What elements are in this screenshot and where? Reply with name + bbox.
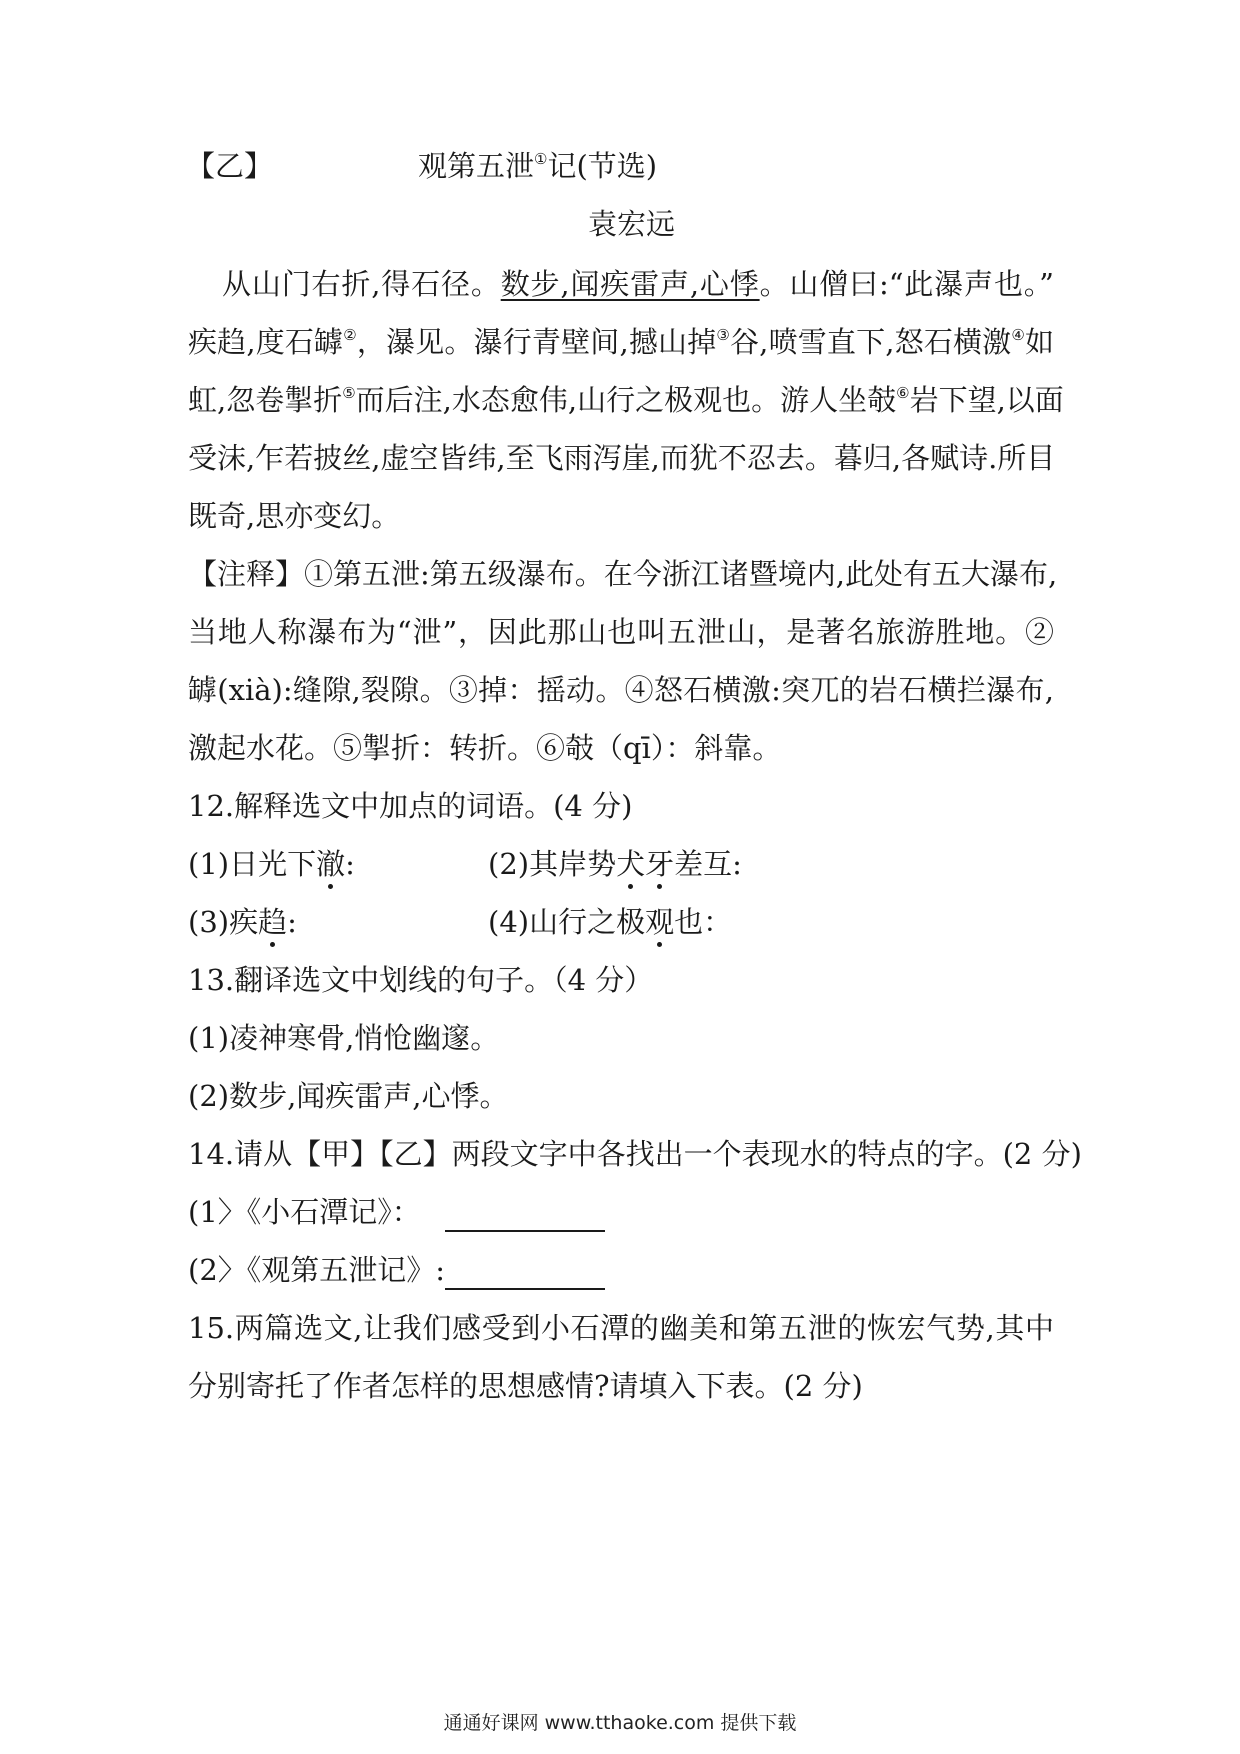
passage-text: 虹,忽卷掣折 (188, 383, 343, 417)
title-text-b: 记(节选) (547, 149, 658, 183)
notes-line-1: 【注释】①第五泄:第五级瀑布。在今浙江诸暨境内,此处有五大瀑布, (188, 557, 1058, 591)
question-14-item-2 (188, 1250, 605, 1290)
item-text: (2)其岸势 (488, 847, 617, 881)
item-text: 差互: (674, 847, 742, 881)
item-text: 也： (674, 905, 733, 939)
passage-line-2 (188, 322, 1054, 362)
passage-author: 袁宏远 (588, 207, 676, 241)
note-marker-4: ④ (1011, 326, 1025, 344)
passage-text: 如 (1024, 325, 1054, 359)
answer-blank[interactable] (445, 1200, 605, 1232)
dotted-char: 牙 (645, 844, 674, 884)
note-marker-5: ⑤ (342, 384, 356, 402)
passage-line-1 (222, 264, 1054, 304)
answer-blank[interactable] (445, 1258, 605, 1290)
item-text: (4)山行之极 (488, 905, 646, 939)
item-text: (2〉《观第五泄记》: (188, 1253, 446, 1287)
item-text: (3)疾 (188, 905, 259, 939)
passage-line-5: 既奇,思亦变幻。 (188, 499, 401, 533)
dotted-char: 犬 (616, 844, 645, 884)
question-13-item-2: (2)数步,闻疾雷声,心悸。 (188, 1079, 509, 1113)
question-12-item-1 (188, 844, 355, 884)
passage-text: 而后注,水态愈伟,山行之极观也。游人坐攲 (355, 383, 897, 417)
dotted-char: 趋 (258, 902, 287, 942)
section-tag: 【乙】 (186, 149, 274, 183)
dotted-char: 澈 (316, 844, 345, 884)
passage-text: 从山门右折,得石径。 (222, 267, 501, 301)
question-13-item-1: (1)凌神寒骨,悄怆幽邃。 (188, 1021, 500, 1055)
item-text: (1)日光下 (188, 847, 317, 881)
notes-line-2: 当地人称瀑布为“泄”，因此那山也叫五泄山，是著名旅游胜地。② (188, 615, 1054, 649)
question-15-line-2: 分别寄托了作者怎样的思想感情?请填入下表。(2 分) (188, 1369, 863, 1403)
notes-line-4: 激起水花。⑤掣折：转折。⑥攲（qī）：斜靠。 (188, 731, 782, 765)
title-text-a: 观第五泄 (418, 149, 535, 183)
note-marker-3: ③ (716, 326, 730, 344)
question-12-item-4 (488, 902, 732, 942)
dotted-char: 观 (645, 902, 674, 942)
passage-title (418, 146, 657, 186)
question-12-prompt: 12.解释选文中加点的词语。(4 分) (188, 789, 633, 823)
item-text: (1〉《小石潭记》： (188, 1195, 421, 1229)
passage-line-3 (188, 380, 1064, 420)
notes-line-3: 罅(xià):缝隙,裂隙。③掉：摇动。④怒石横激:突兀的岩石横拦瀑布, (188, 673, 1054, 707)
passage-text: 疾趋,度石罅 (188, 325, 344, 359)
item-text: : (287, 905, 297, 939)
question-15-line-1: 15.两篇选文,让我们感受到小石潭的幽美和第五泄的恢宏气势,其中 (188, 1311, 1054, 1345)
title-note-marker: ① (534, 150, 548, 168)
note-marker-6: ⑥ (896, 384, 910, 402)
passage-text: 岩下望,以面 (909, 383, 1064, 417)
passage-text: 。山僧曰:“此瀑声也。” (759, 267, 1054, 301)
passage-text: 谷,喷雪直下,怒石横激 (730, 325, 1012, 359)
question-14-item-1 (188, 1192, 605, 1232)
item-text: : (345, 847, 355, 881)
question-14-prompt: 14.请从【甲】【乙】两段文字中各找出一个表现水的特点的字。(2 分) (188, 1137, 1082, 1171)
question-12-item-2 (488, 844, 742, 884)
underlined-sentence: 数步,闻疾雷声,心悸 (500, 267, 760, 301)
passage-text: ，瀑见。瀑行青壁间,撼山掉 (356, 325, 717, 359)
passage-line-4: 受沫,乍若披丝,虚空皆纬,至飞雨泻崖,而犹不忍去。暮归,各赋诗.所目 (188, 441, 1056, 475)
question-13-prompt: 13.翻译选文中划线的句子。（4 分） (188, 963, 654, 997)
note-marker-2: ② (343, 326, 357, 344)
page-footer: 通通好课网 www.tthaoke.com 提供下载 (443, 1712, 797, 1734)
question-12-item-3 (188, 902, 297, 942)
